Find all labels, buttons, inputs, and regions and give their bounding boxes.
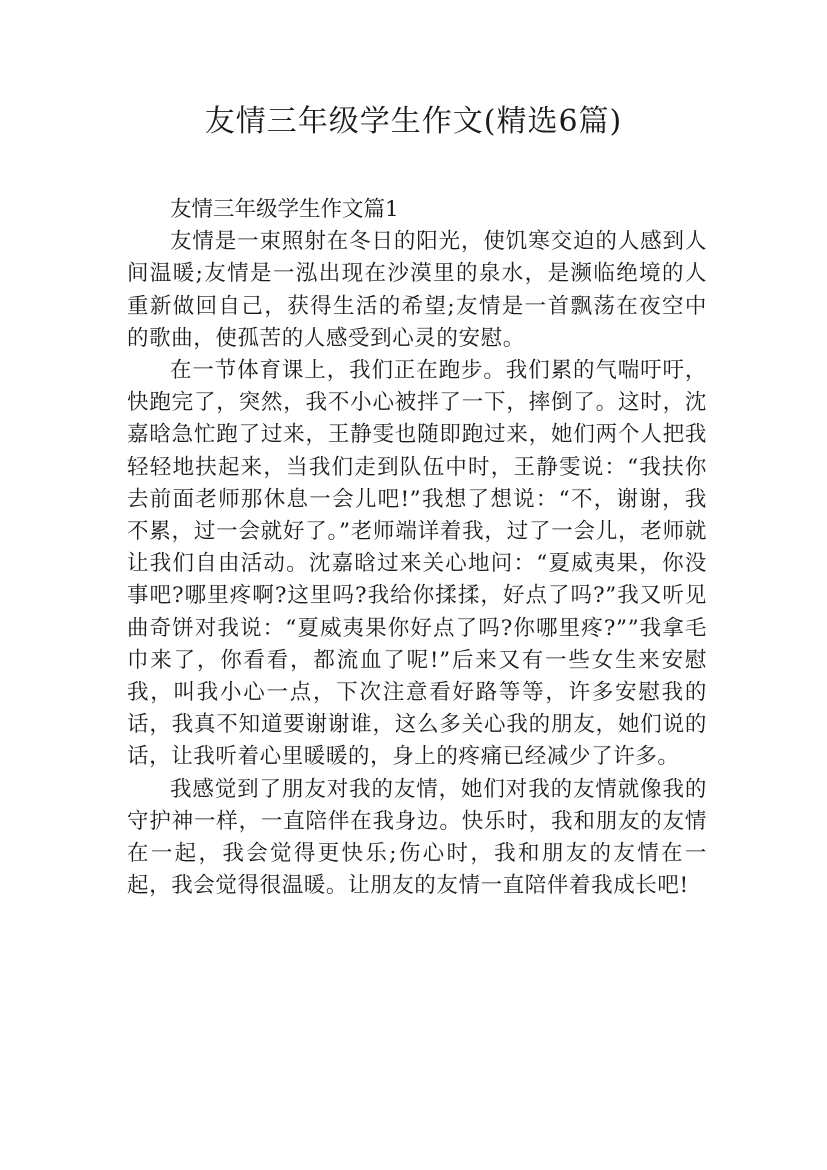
- section-heading: 友情三年级学生作文篇1: [170, 197, 399, 222]
- paragraph-3: 我感觉到了朋友对我的友情，她们对我的友情就像我的守护神一样，一直陪伴在我身边。快乐时，我和朋友的友情在一起，我会觉得更快乐;伤心时，我和朋友的友情在一起，我会觉得很温暖。让朋友的友情一直陪伴着我成长吧!: [127, 776, 707, 899]
- paragraph-2: 在一节体育课上，我们正在跑步。我们累的气喘吁吁，快跑完了，突然，我不小心被拌了一下，摔倒了。这时，沈嘉晗急忙跑了过来，王静雯也随即跑过来，她们两个人把我轻轻地扶起来，当我们走到队伍中时，王静雯说：“我扶你去前面老师那休息一会儿吧!”我想了想说：“不，谢谢，我不累，过一会就好了。”老师端详着我，过了一会儿，老师就让我们自由活动。沈嘉晗过来关心地问：“夏威夷果，你没事吧?哪里疼啊?这里吗?我给你揉揉，好点了吗?”我又听见曲奇饼对我说：“夏威夷果你好点了吗?你哪里疼?””我拿毛巾来了，你看看，都流血了呢!”后来又有一些女生来安慰我，叫我小心一点，下次注意看好路等等，许多安慰我的话，我真不知道要谢谢谁，这么多关心我的朋友，她们说的话，让我听着心里暖暖的，身上的疼痛已经减少了许多。: [127, 358, 707, 770]
- paragraph-1: 友情是一束照射在冬日的阳光，使饥寒交迫的人感到人间温暖;友情是一泓出现在沙漠里的泉水，是濒临绝境的人重新做回自己，获得生活的希望;友情是一首飘荡在夜空中的歌曲，使孤苦的人感受到心灵的安慰。: [127, 229, 707, 351]
- document-title: 友情三年级学生作文(精选6篇): [204, 104, 623, 139]
- document-body: [127, 194, 707, 902]
